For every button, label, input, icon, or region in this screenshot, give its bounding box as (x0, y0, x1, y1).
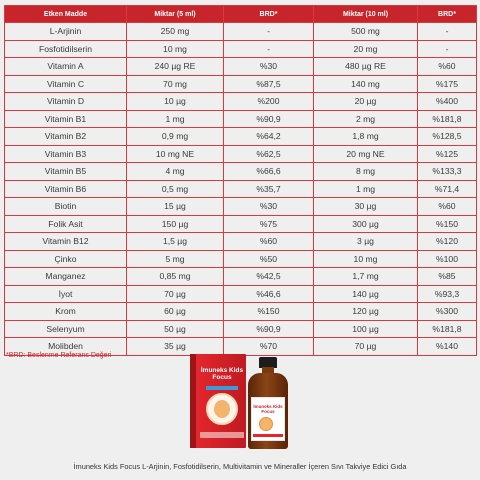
cell-brd-10ml: %125 (418, 145, 477, 163)
cell-amount-5ml: 250 mg (127, 23, 224, 41)
table-row (5, 128, 477, 146)
cell-brd-10ml: %140 (418, 338, 477, 356)
cell-brd-10ml: %400 (418, 93, 477, 111)
cell-brd-5ml: %64,2 (224, 128, 314, 146)
cell-amount-10ml: 1 mg (314, 180, 418, 198)
header-ingredient: Etken Madde (5, 6, 127, 23)
cell-amount-10ml: 10 mg (314, 250, 418, 268)
cell-ingredient: Vitamin B3 (5, 145, 127, 163)
cell-brd-10ml: %60 (418, 58, 477, 76)
product-box-stripe (206, 386, 238, 390)
cell-amount-5ml: 150 µg (127, 215, 224, 233)
table-row (5, 75, 477, 93)
cell-ingredient: Vitamin B12 (5, 233, 127, 251)
cell-amount-5ml: 35 µg (127, 338, 224, 356)
cell-amount-5ml: 1,5 µg (127, 233, 224, 251)
cell-amount-5ml: 70 mg (127, 75, 224, 93)
table-row (5, 23, 477, 41)
table-body (5, 23, 477, 356)
table-row (5, 163, 477, 181)
cell-brd-10ml: %181,8 (418, 110, 477, 128)
cell-brd-5ml: %66,6 (224, 163, 314, 181)
cell-amount-10ml: 140 mg (314, 75, 418, 93)
cell-brd-10ml: %60 (418, 198, 477, 216)
cell-amount-10ml: 20 mg (314, 40, 418, 58)
cell-ingredient: Vitamin B6 (5, 180, 127, 198)
cell-brd-10ml: %300 (418, 303, 477, 321)
table-row (5, 285, 477, 303)
cell-amount-5ml: 10 mg (127, 40, 224, 58)
cell-amount-10ml: 20 µg (314, 93, 418, 111)
cell-amount-10ml: 100 µg (314, 320, 418, 338)
product-caption: İmuneks Kids Focus L-Arjinin, Fosfotidilserin, Multivitamin ve Mineraller İçeren Sıvı Takviye Edici Gıda (73, 462, 407, 471)
table-row (5, 110, 477, 128)
cell-ingredient: Fosfotidilserin (5, 40, 127, 58)
cell-ingredient: Vitamin B2 (5, 128, 127, 146)
cell-amount-5ml: 10 mg NE (127, 145, 224, 163)
cell-amount-5ml: 0,85 mg (127, 268, 224, 286)
cell-amount-5ml: 0,5 mg (127, 180, 224, 198)
cell-ingredient: L-Arjinin (5, 23, 127, 41)
cell-amount-10ml: 120 µg (314, 303, 418, 321)
cell-amount-5ml: 10 µg (127, 93, 224, 111)
cell-brd-5ml: - (224, 23, 314, 41)
cell-amount-5ml: 70 µg (127, 285, 224, 303)
cell-brd-5ml: %200 (224, 93, 314, 111)
table-row (5, 40, 477, 58)
cell-amount-10ml: 1,8 mg (314, 128, 418, 146)
table-row (5, 215, 477, 233)
cell-brd-5ml: %150 (224, 303, 314, 321)
bottle-label-title: İmuneks Kids Focus (253, 404, 283, 414)
cell-brd-5ml: %30 (224, 58, 314, 76)
product-image (190, 350, 300, 455)
cell-amount-5ml: 5 mg (127, 250, 224, 268)
cell-brd-10ml: %150 (418, 215, 477, 233)
cell-amount-5ml: 1 mg (127, 110, 224, 128)
cell-brd-5ml: %60 (224, 233, 314, 251)
product-box-title: İmuneks Kids Focus (200, 367, 244, 381)
cell-brd-5ml: %30 (224, 198, 314, 216)
cell-amount-5ml: 240 µg RE (127, 58, 224, 76)
cell-amount-5ml: 4 mg (127, 163, 224, 181)
cell-amount-10ml: 30 µg (314, 198, 418, 216)
cell-brd-10ml: %93,3 (418, 285, 477, 303)
cell-amount-5ml: 50 µg (127, 320, 224, 338)
cell-brd-10ml: %100 (418, 250, 477, 268)
cell-brd-5ml: %90,9 (224, 110, 314, 128)
cell-amount-10ml: 8 mg (314, 163, 418, 181)
header-brd-5ml: BRD* (224, 6, 314, 23)
cell-amount-10ml: 500 mg (314, 23, 418, 41)
cell-brd-10ml: - (418, 23, 477, 41)
cell-amount-10ml: 70 µg (314, 338, 418, 356)
cell-brd-5ml: %87,5 (224, 75, 314, 93)
cell-ingredient: Molibden (5, 338, 127, 356)
cell-ingredient: Vitamin B5 (5, 163, 127, 181)
cell-brd-10ml: - (418, 40, 477, 58)
cell-amount-10ml: 20 mg NE (314, 145, 418, 163)
bottle-label-band (253, 434, 283, 437)
cell-brd-5ml: %50 (224, 250, 314, 268)
footnote: *BRD: Beslenme Referans Değeri (6, 352, 112, 359)
cell-brd-5ml: %35,7 (224, 180, 314, 198)
cell-ingredient: Vitamin D (5, 93, 127, 111)
cell-brd-5ml: - (224, 40, 314, 58)
cell-amount-10ml: 480 µg RE (314, 58, 418, 76)
cell-amount-10ml: 140 µg (314, 285, 418, 303)
cell-ingredient: Folik Asit (5, 215, 127, 233)
header-amount-5ml: Miktar (5 ml) (127, 6, 224, 23)
cell-brd-10ml: %71,4 (418, 180, 477, 198)
cell-brd-5ml: %90,9 (224, 320, 314, 338)
table-row (5, 198, 477, 216)
cell-ingredient: İyot (5, 285, 127, 303)
table-row (5, 303, 477, 321)
cell-brd-5ml: %46,6 (224, 285, 314, 303)
table-row (5, 250, 477, 268)
cell-ingredient: Vitamin B1 (5, 110, 127, 128)
cell-brd-10ml: %120 (418, 233, 477, 251)
table-row (5, 145, 477, 163)
cell-ingredient: Selenyum (5, 320, 127, 338)
cell-ingredient: Krom (5, 303, 127, 321)
cell-amount-10ml: 1,7 mg (314, 268, 418, 286)
child-illustration (214, 400, 230, 418)
cell-brd-10ml: %133,3 (418, 163, 477, 181)
header-brd-10ml: BRD* (418, 6, 477, 23)
product-box-band (200, 432, 244, 438)
table-header-row (5, 6, 477, 23)
cell-brd-10ml: %85 (418, 268, 477, 286)
cell-amount-5ml: 60 µg (127, 303, 224, 321)
cell-ingredient: Çinko (5, 250, 127, 268)
table-row (5, 93, 477, 111)
cell-ingredient: Manganez (5, 268, 127, 286)
cell-ingredient: Biotin (5, 198, 127, 216)
table-row (5, 268, 477, 286)
nutrition-table (4, 5, 477, 356)
bottle-label-illustration (259, 417, 273, 431)
cell-ingredient: Vitamin C (5, 75, 127, 93)
cell-brd-5ml: %75 (224, 215, 314, 233)
cell-amount-5ml: 0,9 mg (127, 128, 224, 146)
table-row (5, 233, 477, 251)
cell-amount-10ml: 2 mg (314, 110, 418, 128)
table-row (5, 320, 477, 338)
table-row (5, 180, 477, 198)
cell-brd-10ml: %128,5 (418, 128, 477, 146)
cell-brd-10ml: %181,8 (418, 320, 477, 338)
cell-amount-5ml: 15 µg (127, 198, 224, 216)
header-amount-10ml: Miktar (10 ml) (314, 6, 418, 23)
cell-brd-5ml: %42,5 (224, 268, 314, 286)
cell-amount-10ml: 300 µg (314, 215, 418, 233)
table-row (5, 58, 477, 76)
cell-amount-10ml: 3 µg (314, 233, 418, 251)
cell-brd-5ml: %62,5 (224, 145, 314, 163)
cell-brd-10ml: %175 (418, 75, 477, 93)
cell-brd-5ml: %70 (224, 338, 314, 356)
cell-ingredient: Vitamin A (5, 58, 127, 76)
